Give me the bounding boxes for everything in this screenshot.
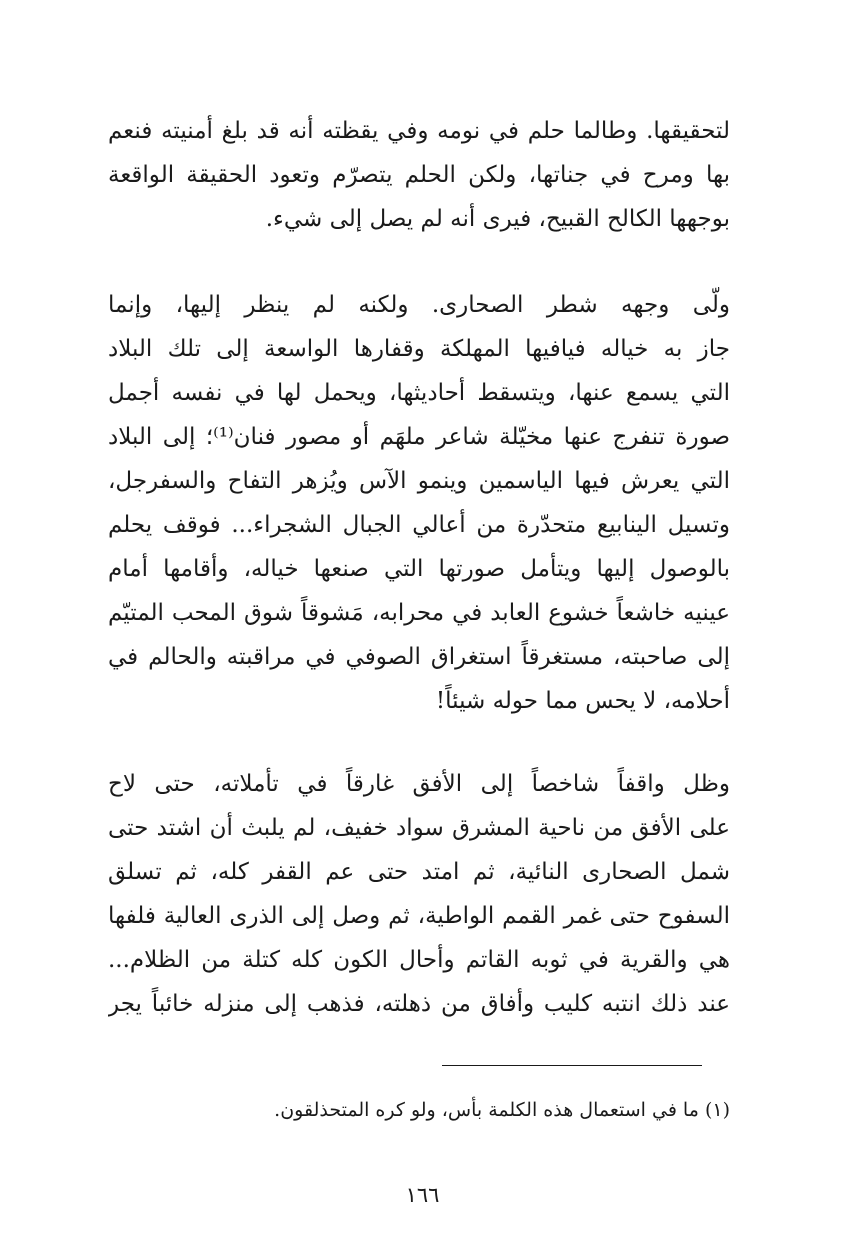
text-line: لتحقيقها. وطالما حلم في نومه وفي يقظته أنه قد بلغ أمنيته فنعم	[108, 118, 730, 144]
text-line: جاز به خياله فيافيها المهلكة وقفارها الواسعة إلى تلك البلاد	[108, 336, 730, 362]
text-line: إلى صاحبته، مستغرقاً استغراق الصوفي في مراقبته والحالم في	[108, 644, 730, 670]
text-line: عند ذلك انتبه كليب وأفاق من ذهلته، فذهب إلى منزله خائباً يجر	[108, 991, 730, 1017]
text-line: التي يسمع عنها، ويتسقط أحاديثها، ويحمل لها في نفسه أجمل	[108, 380, 730, 406]
paragraph-1	[108, 109, 730, 241]
footnote-separator	[442, 1065, 702, 1066]
text-line: شمل الصحارى النائية، ثم امتد حتى عم القفر كله، ثم تسلق	[108, 859, 730, 885]
text-line: بالوصول إليها ويتأمل صورتها التي صنعها خياله، وأقامها أمام	[108, 556, 730, 582]
text-line: وتسيل الينابيع متحدّرة من أعالي الجبال الشجراء... فوقف يحلم	[108, 512, 730, 538]
text-line: هي والقرية في ثوبه القاتم وأحال الكون كله كتلة من الظلام...	[108, 947, 730, 973]
text-line: صورة تنفرج عنها مخيّلة شاعر ملهَم أو مصور فنان⁽¹⁾؛ إلى البلاد	[108, 424, 730, 450]
text-line: أحلامه، لا يحس مما حوله شيئاً!	[435, 688, 730, 714]
text-line: ولّى وجهه شطر الصحارى. ولكنه لم ينظر إليها، وإنما	[108, 292, 730, 318]
paragraph-2	[108, 283, 730, 723]
footnote: (١) ما في استعمال هذه الكلمة بأس، ولو كره المتحذلقون.	[274, 1099, 730, 1121]
paragraph-3	[108, 762, 730, 1026]
text-line: عينيه خاشعاً خشوع العابد في محرابه، مَشوقاً شوق المحب المتيّم	[108, 600, 730, 626]
text-line: بوجهها الكالح القبيح، فيرى أنه لم يصل إلى شيء.	[265, 206, 730, 232]
text-line: التي يعرش فيها الياسمين وينمو الآس ويُزهر التفاح والسفرجل،	[108, 468, 730, 494]
text-line: وظل واقفاً شاخصاً إلى الأفق غارقاً في تأملاته، حتى لاح	[108, 771, 730, 797]
page-number: ١٦٦	[405, 1183, 440, 1207]
text-line: السفوح حتى غمر القمم الواطية، ثم وصل إلى الذرى العالية فلفها	[108, 903, 730, 929]
text-line: على الأفق من ناحية المشرق سواد خفيف، لم يلبث أن اشتد حتى	[108, 815, 730, 841]
text-line: بها ومرح في جناتها، ولكن الحلم يتصرّم وتعود الحقيقة الواقعة	[108, 162, 730, 188]
